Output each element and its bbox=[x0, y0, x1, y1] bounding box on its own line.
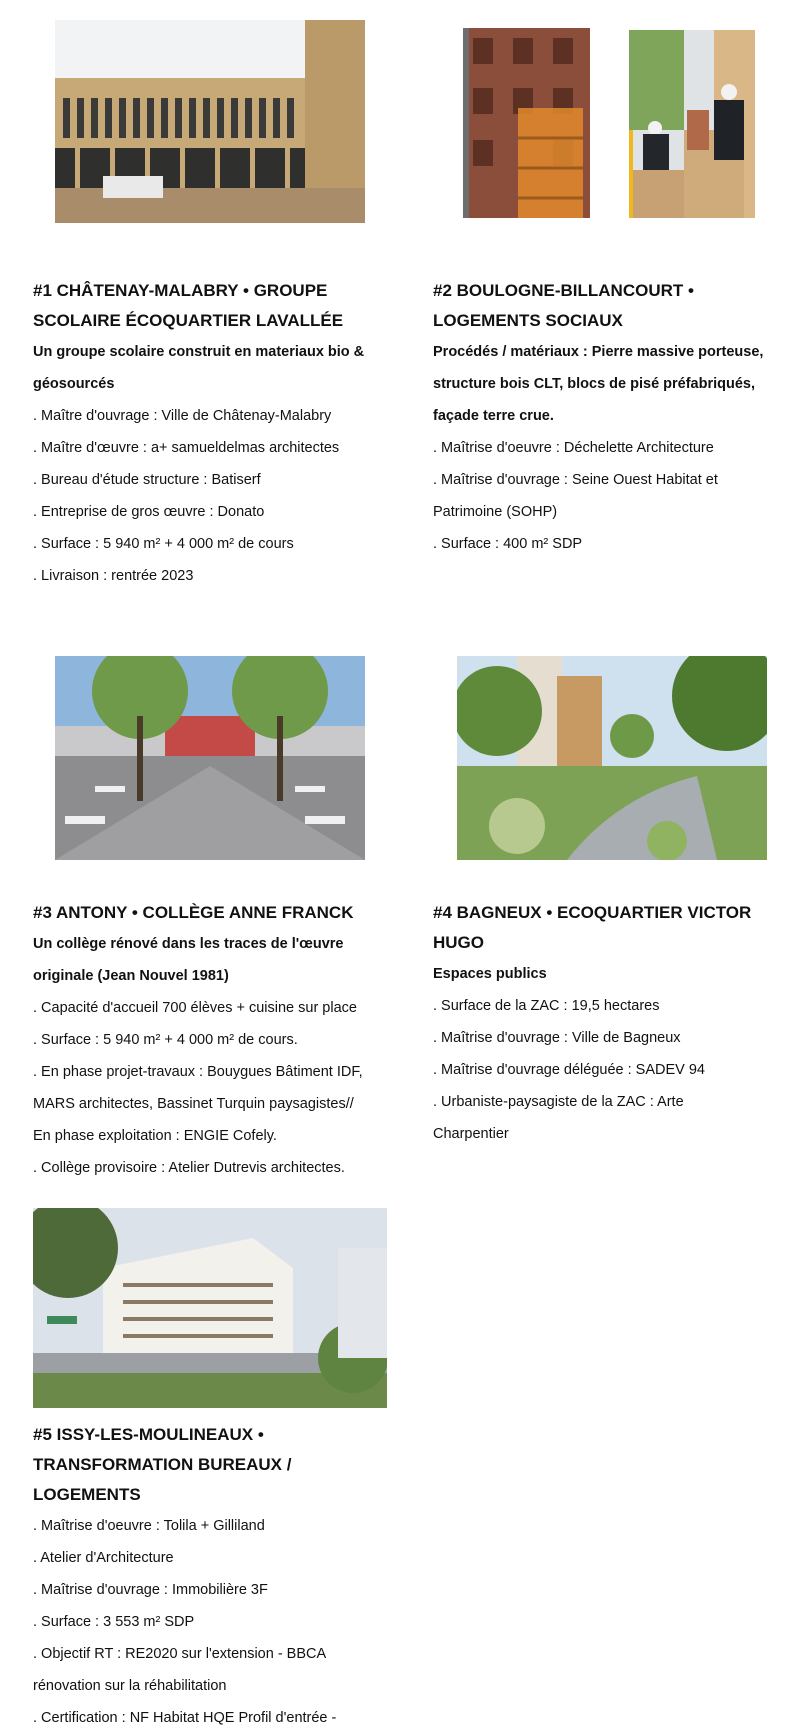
project-subtitle: Espaces publics bbox=[433, 966, 547, 982]
project-card-1 bbox=[33, 276, 413, 592]
project-details: . Capacité d'accueil 700 élèves + cuisine sur place . Surface : 5 940 m² + 4 000 m² de cours. . En phase projet-travaux : Bouygues Bâtiment IDF, MARS architectes, Bassinet Turquin paysagistes// En phase exploitation : ENGIE Cofely. . Collège provisoire : Atelier Dutrevis architectes. bbox=[33, 1000, 363, 1176]
photo-antony-college bbox=[55, 656, 365, 860]
photo-boulogne-workers bbox=[629, 30, 755, 218]
project-title: #4 BAGNEUX • ECOQUARTIER VICTOR HUGO bbox=[433, 903, 752, 952]
project-card-5 bbox=[33, 1420, 423, 1734]
photo-issy-building bbox=[33, 1208, 387, 1408]
project-title: #1 CHÂTENAY-MALABRY • GROUPE SCOLAIRE ÉCOQUARTIER LAVALLÉE bbox=[33, 281, 344, 330]
project-details: . Maître d'ouvrage : Ville de Châtenay-Malabry . Maître d'œuvre : a+ samueldelmas architectes . Bureau d'étude structure : Batiserf . Entreprise de gros œuvre : Donato . Surface : 5 940 m² + 4 000 m² de cours . Livraison : rentrée 2023 bbox=[33, 408, 340, 584]
project-card-2 bbox=[433, 276, 793, 560]
project-subtitle: Un collège rénové dans les traces de l'œuvre originale (Jean Nouvel 1981) bbox=[33, 936, 344, 984]
project-title: #5 ISSY-LES-MOULINEAUX • TRANSFORMATION BUREAUX / LOGEMENTS bbox=[33, 1425, 292, 1504]
project-details: . Surface de la ZAC : 19,5 hectares . Maîtrise d'ouvrage : Ville de Bagneux . Maîtrise d'ouvrage déléguée : SADEV 94 . Urbaniste-paysagiste de la ZAC : Arte Charpentier bbox=[433, 998, 705, 1142]
project-details: . Maîtrise d'oeuvre : Déchelette Architecture . Maîtrise d'ouvrage : Seine Ouest Habitat et Patrimoine (SOHP) . Surface : 400 m² SDP bbox=[433, 440, 718, 552]
project-title: #2 BOULOGNE-BILLANCOURT • LOGEMENTS SOCIAUX bbox=[433, 281, 694, 330]
project-card-3 bbox=[33, 898, 423, 1184]
photo-boulogne-facade bbox=[463, 28, 590, 218]
project-details: . Maîtrise d'oeuvre : Tolila + Gilliland . Atelier d'Architecture . Maîtrise d'ouvrage : Immobilière 3F . Surface : 3 553 m² SDP . Objectif RT : RE2020 sur l'extension - BBCA rénovation sur la réhabilitation . Certification : NF Habitat HQE Profil d'entrée - bbox=[33, 1518, 337, 1726]
project-subtitle: Un groupe scolaire construit en materiaux bio & géosourcés bbox=[33, 344, 365, 392]
photo-bagneux-ecoquartier bbox=[457, 656, 767, 860]
project-subtitle: Procédés / matériaux : Pierre massive porteuse, structure bois CLT, blocs de pisé préfabriqués, façade terre crue. bbox=[433, 344, 764, 424]
project-title: #3 ANTONY • COLLÈGE ANNE FRANCK bbox=[33, 903, 354, 922]
photo-chatenay-school bbox=[55, 20, 365, 223]
project-card-4 bbox=[433, 898, 793, 1150]
